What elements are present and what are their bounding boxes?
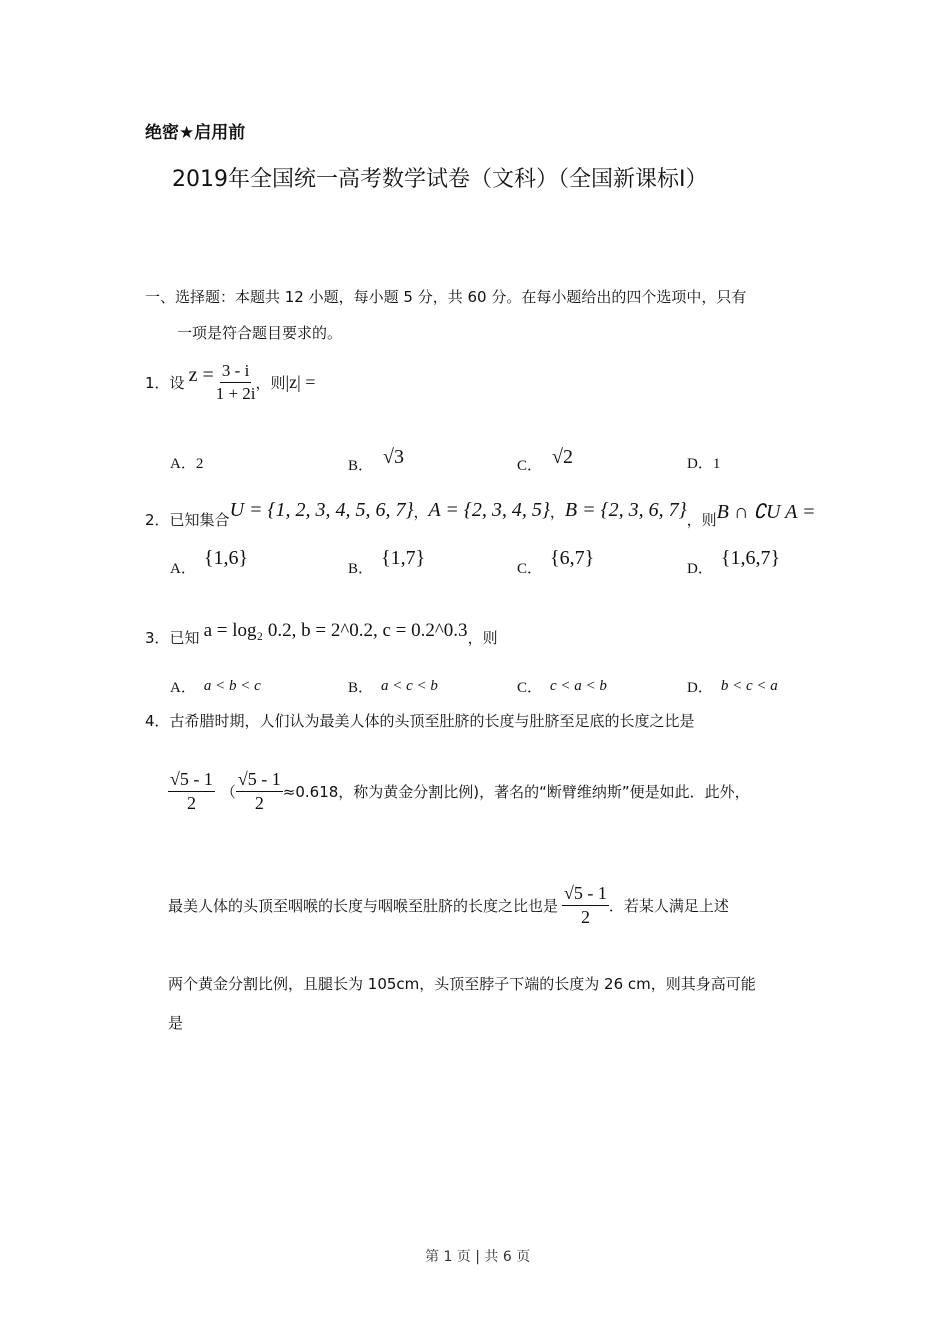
option-d-label: D．	[687, 456, 713, 472]
question-text: 最美人体的头顶至咽喉的长度与咽喉至肚脐的长度之比也是	[168, 896, 559, 915]
option-c-value: {6,7}	[550, 547, 595, 569]
question-4-line3	[168, 884, 729, 927]
question-text: ．若某人满足上述	[608, 896, 729, 915]
option-a-label: A．	[170, 456, 196, 472]
option-a-value: a < b < c	[203, 678, 261, 694]
option-b-value: √3	[383, 446, 404, 468]
page-footer: 第 1 页 | 共 6 页	[425, 1249, 531, 1265]
section-heading-line2: 一项是符合题目要求的。	[177, 324, 343, 342]
formula: a = log₂ 0.2, b = 2^0.2, c = 0.2^0.3	[203, 620, 468, 641]
page-title: 2019年全国统一高考数学试卷（文科）（全国新课标Ⅰ）	[172, 167, 708, 192]
numerator: √5 - 1	[168, 770, 215, 792]
option-d-value: {1,6,7}	[720, 547, 781, 569]
question-ask: |z| =	[285, 371, 316, 392]
set-u: U = {1, 2, 3, 4, 5, 6, 7}	[229, 499, 414, 521]
option-a-label: A．	[170, 561, 196, 577]
options-q3	[170, 676, 820, 700]
option-d-label: D．	[687, 561, 713, 577]
option-b-value: {1,7}	[381, 547, 426, 569]
option-d-value: 1	[712, 456, 721, 472]
section-heading-line1: 一、选择题：本题共 12 小题，每小题 5 分，共 60 分。在每小题给出的四个选项中，只有	[145, 288, 747, 306]
numerator: √5 - 1	[236, 770, 283, 792]
option-d-label: D．	[687, 680, 713, 696]
option-c-value: c < a < b	[550, 678, 607, 694]
fraction	[216, 362, 256, 403]
option-b-value: a < c < b	[381, 678, 438, 694]
question-2	[145, 496, 815, 536]
question-prefix: 已知集合	[169, 511, 230, 529]
golden-ratio-fraction	[168, 770, 215, 813]
denominator: 2	[580, 906, 590, 927]
question-number: 1．	[145, 373, 170, 392]
set-b: B = {2, 3, 6, 7}	[564, 499, 687, 521]
option-a-label: A．	[170, 680, 196, 696]
option-d-value: b < c < a	[720, 678, 778, 694]
golden-ratio-fraction	[562, 884, 609, 927]
question-text: 古希腊时期，人们认为最美人体的头顶至肚脐的长度与肚脐至足底的长度之比是	[169, 712, 695, 730]
question-suffix: ，则	[255, 373, 286, 392]
option-a-value: 2	[195, 456, 204, 472]
question-4-line1	[145, 710, 695, 731]
separator: ，	[413, 503, 429, 521]
numerator: 3 - i	[220, 362, 251, 383]
open-paren: （	[220, 782, 236, 801]
option-c-label: C．	[517, 458, 543, 474]
option-b-label: B．	[348, 458, 374, 474]
option-c-value: √2	[552, 446, 573, 468]
question-4-line5: 是	[168, 1014, 184, 1032]
separator: ，	[549, 503, 565, 521]
denominator: 1 + 2i	[215, 383, 256, 403]
denominator: 2	[254, 792, 264, 813]
question-number: 3．	[145, 629, 170, 647]
option-c-label: C．	[517, 680, 543, 696]
question-number: 4．	[145, 712, 170, 730]
golden-ratio-fraction	[236, 770, 283, 813]
options-q2	[170, 547, 820, 591]
set-a: A = {2, 3, 4, 5}	[428, 499, 550, 521]
question-4-line4: 两个黄金分割比例，且腿长为 105cm，头顶至脖子下端的长度为 26 cm，则其身高可能	[168, 975, 756, 993]
question-prefix: 已知	[169, 629, 200, 647]
question-ask: B ∩ ∁U A =	[716, 501, 816, 523]
formula-lhs: z =	[188, 364, 214, 386]
question-suffix: ，则	[467, 629, 498, 647]
question-prefix: 设	[169, 373, 185, 392]
option-a-value: {1,6}	[203, 547, 249, 569]
question-number: 2．	[145, 511, 170, 529]
question-4-line2	[168, 770, 750, 813]
option-b-label: B．	[348, 561, 374, 577]
question-suffix: ，则	[686, 511, 717, 529]
question-1	[145, 352, 315, 412]
question-3	[145, 612, 498, 652]
options-q1	[170, 440, 820, 476]
question-text: ≈0.618，称为黄金分割比例)，著名的“断臂维纳斯”便是如此．此外，	[282, 782, 750, 801]
secret-label: 绝密★启用前	[145, 123, 246, 143]
option-c-label: C．	[517, 561, 543, 577]
numerator: √5 - 1	[562, 884, 609, 906]
denominator: 2	[186, 792, 196, 813]
option-b-label: B．	[348, 680, 374, 696]
